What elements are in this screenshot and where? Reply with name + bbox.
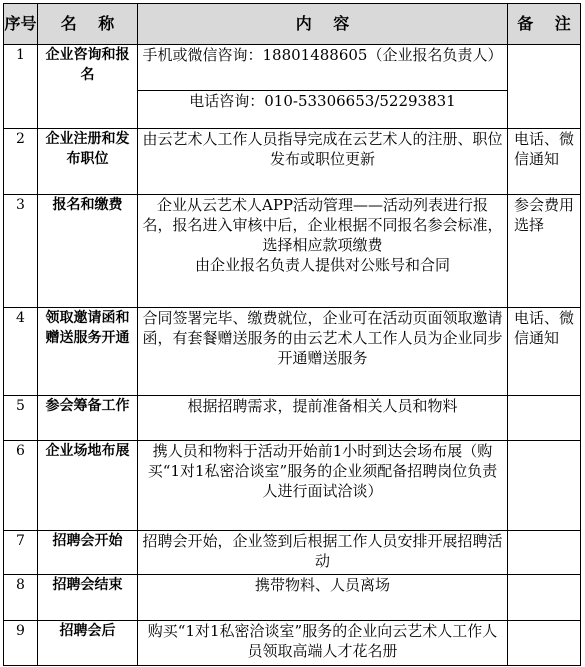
row-content: 购买“1对1私密洽谈室”服务的企业向云艺术人工作人员领取高端人才花名册 [138,621,508,666]
row-seq: 9 [4,621,38,666]
row-note [508,575,581,621]
row-content: 手机或微信咨询：18801488605（企业报名负责人） [138,45,508,91]
table-row-8 [4,575,581,621]
table-row-7 [4,531,581,575]
row-name: 招聘会结束 [38,575,138,621]
table-row-4 [4,308,581,396]
header-seq: 序号 [4,4,38,45]
table-header-row [4,4,581,45]
row-content: 携带物料、人员离场 [138,575,508,621]
row-seq: 7 [4,531,38,575]
row-name: 企业场地布展 [38,441,138,531]
row-note [508,531,581,575]
row-seq: 5 [4,396,38,441]
row-content: 根据招聘需求，提前准备相关人员和物料 [138,396,508,441]
row-note [508,45,581,129]
table-row-5 [4,396,581,441]
row-content-line: 由企业报名负责人提供对公账号和合同 [194,256,450,274]
row-content [138,195,508,308]
row-name: 企业咨询和报名 [38,45,138,129]
row-content: 由云艺术人工作人员指导完成在云艺术人的注册、职位发布或职位更新 [138,129,508,195]
header-content: 内 容 [138,4,508,45]
row-name: 企业注册和发布职位 [38,129,138,195]
table-row-1 [4,45,581,91]
header-name: 名 称 [38,4,138,45]
row-note: 电话、微信通知 [508,129,581,195]
row-seq: 1 [4,45,38,129]
table-row-2 [4,129,581,195]
row-name: 招聘会开始 [38,531,138,575]
table-row-9 [4,621,581,666]
row-note [508,396,581,441]
row-note: 参会费用选择 [508,195,581,308]
row-name: 报名和缴费 [38,195,138,308]
row-content: 电话咨询：010-53306653/52293831 [138,91,508,129]
row-seq: 8 [4,575,38,621]
row-content-line: 企业从云艺术人APP活动管理——活动列表进行报名，报名进入审核中后，企业根据不同报名参会标准，选择相应款项缴费 [142,196,503,254]
row-name: 参会筹备工作 [38,396,138,441]
table-row-6 [4,441,581,531]
table-row-3 [4,195,581,308]
row-seq: 6 [4,441,38,531]
row-note [508,441,581,531]
row-content: 携人员和物料于活动开始前1小时到达会场布展（购买“1对1私密洽谈室”服务的企业须配备招聘岗位负责人进行面试洽谈） [138,441,508,531]
row-seq: 3 [4,195,38,308]
row-seq: 2 [4,129,38,195]
row-name: 招聘会后 [38,621,138,666]
row-seq: 4 [4,308,38,396]
row-content: 招聘会开始，企业签到后根据工作人员安排开展招聘活动 [138,531,508,575]
row-note [508,621,581,666]
row-content: 合同签署完毕、缴费就位，企业可在活动页面领取邀请函，有套餐赠送服务的由云艺术人工作人员为企业同步开通赠送服务 [138,308,508,396]
header-note: 备 注 [508,4,581,45]
row-name: 领取邀请函和赠送服务开通 [38,308,138,396]
row-note: 电话、微信通知 [508,308,581,396]
process-table [3,3,581,666]
